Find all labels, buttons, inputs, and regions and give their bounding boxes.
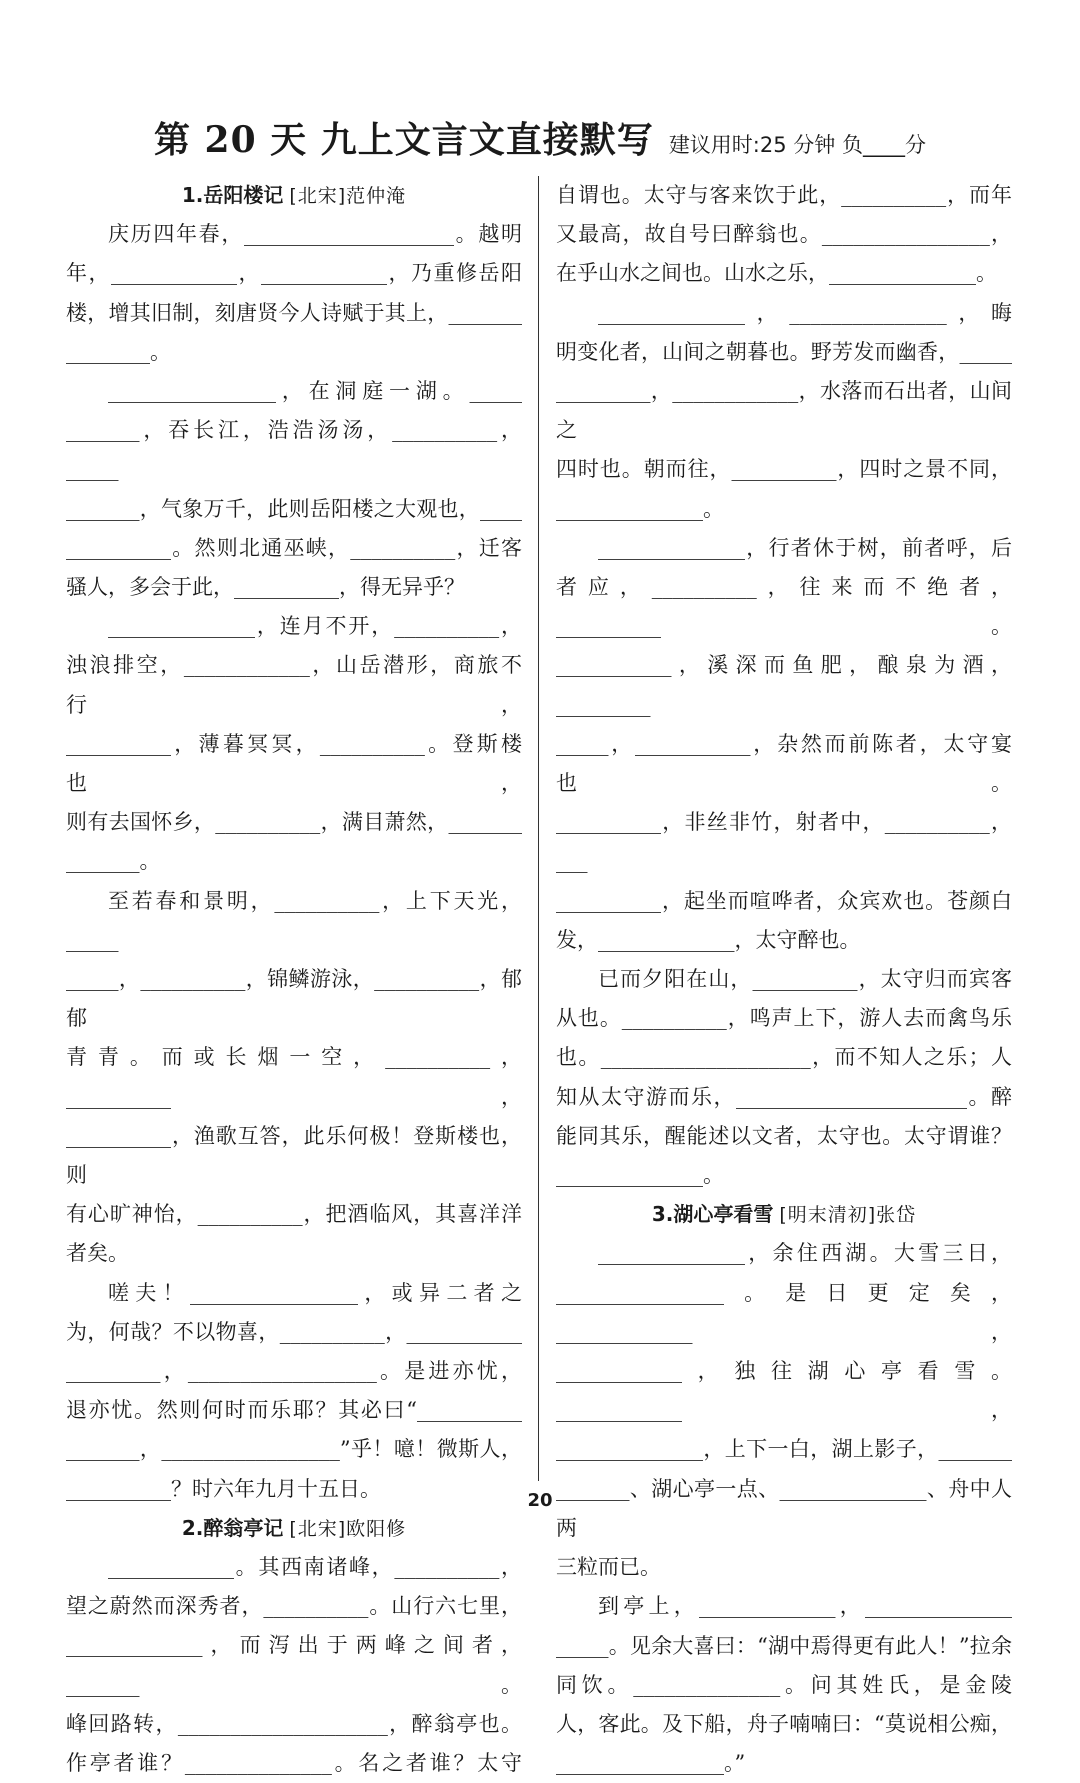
text-line: 者应，__________，往来而不绝者，__________。	[556, 575, 1012, 639]
text-line: ________________。是日更定矣，_____________，	[556, 1280, 1012, 1344]
column-divider	[538, 176, 539, 1481]
text-line: 骚人，多会于此，__________，得无异乎？	[66, 575, 465, 600]
text-line: 至若春和景明，__________，上下天光，_____	[66, 888, 522, 952]
text-line: __________，起坐而喧哗者，众宾欢也。苍颜白	[556, 888, 1012, 913]
text-line: ____________。其西南诸峰，__________，	[108, 1555, 522, 1580]
text-line: _____。见余大喜曰：“湖中焉得更有此人！”拉余	[556, 1633, 1012, 1658]
text-line: 望之蔚然而深秀者，__________。山行六七里，	[66, 1594, 522, 1619]
text-line: __________，渔歌互答，此乐何极！登斯楼也，则	[66, 1123, 522, 1188]
text-line: ______________，连月不开，__________，	[108, 614, 522, 639]
text-line: 者矣。	[66, 1241, 129, 1266]
text-line: 已而夕阳在山，__________，太守归而宾客	[598, 967, 1012, 992]
text-line: __________，薄暮冥冥，__________。登斯楼也，	[66, 731, 522, 796]
text-line: ________________。”	[556, 1751, 746, 1776]
text-line: _________，__________________。是进亦忧，	[66, 1359, 522, 1384]
text-line: ______________，余住西湖。大雪三日，	[598, 1241, 1012, 1266]
text-line: 退亦忧。然则何时而乐耶？其必曰“__________	[66, 1398, 522, 1423]
text-line: __________？时六年九月十五日。	[66, 1476, 381, 1501]
text-line: _______、湖心亭一点、______________、舟中人两	[556, 1476, 1012, 1540]
text-line: 能同其乐，醒能述以文者，太守也。太守谓谁？	[556, 1123, 1012, 1148]
text-line: ______________，行者休于树，前者呼，后	[598, 535, 1012, 560]
text-line: ______________，_______________，晦	[598, 300, 1012, 325]
text-line: 从也。__________，鸣声上下，游人去而禽鸟乐	[556, 1006, 1012, 1031]
text-line: __________。然则北通巫峡，__________，迁客	[66, 535, 522, 560]
text-line: 嗟夫！________________，或异二者之	[108, 1280, 522, 1305]
text-line: 作亭者谁？______________。名之者谁？太守	[66, 1751, 522, 1776]
text-line: ______________。	[556, 1163, 724, 1188]
section-heading-huxinting: 3.湖心亭看雪 [明末清初]张岱	[651, 1202, 917, 1227]
text-line: 庆历四年春，____________________。越明	[108, 222, 522, 247]
title-main: 第 20 天 九上文言文直接默写	[154, 119, 654, 161]
text-line: __________，非丝非竹，射者中，__________，___	[556, 810, 1012, 874]
page-title	[0, 112, 1080, 163]
text-line: 有心旷神怡，__________，把酒临风，其喜洋洋	[66, 1202, 522, 1227]
text-line: _______，气象万千，此则岳阳楼之大观也，____	[66, 496, 522, 521]
left-column	[66, 176, 522, 1783]
text-line: ___________，溪深而鱼肥，酿泉为酒，_________	[556, 653, 1012, 717]
text-line: 知从太守游而乐，______________________。醉	[556, 1084, 1012, 1109]
text-line: _______，_________________”乎！噫！微斯人，	[66, 1437, 522, 1462]
text-line: _____，__________，锦鳞游泳，__________，郁郁	[66, 967, 522, 1031]
text-line: ________。	[66, 339, 171, 364]
text-line: 浊浪排空，____________，山岳潜形，商旅不行，	[66, 653, 522, 717]
text-line: 四时也。朝而往，__________，四时之景不同，	[556, 457, 1012, 482]
text-line: 同饮。______________。问其姓氏，是金陵	[556, 1672, 1012, 1697]
text-line: _______，吞长江，浩浩汤汤，__________，_____	[66, 418, 522, 482]
text-line: 峰回路转，____________________，醉翁亭也。	[66, 1711, 522, 1736]
text-line: _____，___________，杂然而前陈者，太守宴也。	[556, 731, 1012, 796]
text-line: 则有去国怀乡，__________，满目萧然，_______	[66, 810, 522, 835]
title-time-score: 建议用时:25 分钟 负____分	[668, 133, 926, 157]
text-line: 发，_____________，太守醉也。	[556, 927, 861, 952]
section-heading-zuiwengting: 2.醉翁亭记 [北宋]欧阳修	[181, 1515, 407, 1540]
text-line: 自谓也。太守与客来饮于此，__________，而年	[556, 183, 1012, 207]
right-column	[556, 176, 1012, 1783]
text-line: 人，客此。及下船，舟子喃喃曰：“莫说相公痴，	[556, 1711, 1012, 1736]
text-line: 也。____________________，而不知人之乐；人	[556, 1045, 1012, 1070]
text-line: 明变化者，山间之朝暮也。野芳发而幽香，_____	[556, 339, 1012, 364]
text-line: _________，____________，水落而石出者，山间之	[556, 379, 1012, 443]
text-line: ____________，独往湖心亭看雪。____________，	[556, 1359, 1012, 1423]
text-line: ______________，上下一白，湖上影子，_______	[556, 1437, 1012, 1462]
text-line: 青青。而或长烟一空，__________，__________，	[66, 1045, 522, 1109]
text-line: ________________，在洞庭一湖。_____	[108, 379, 522, 403]
text-line: 又最高，故自号曰醉翁也。________________，	[556, 222, 1012, 247]
text-line: 年，____________，____________，乃重修岳阳	[66, 261, 522, 286]
text-line: 到亭上，_____________，______________	[598, 1594, 1012, 1619]
text-line: 三粒而已。	[556, 1555, 661, 1580]
text-line: _______。	[66, 849, 161, 874]
page-number: 20	[527, 1490, 553, 1511]
section-heading-yueyanglou: 1.岳阳楼记 [北宋]范仲淹	[181, 183, 407, 207]
text-line: 在乎山水之间也。山水之乐，______________。	[556, 261, 997, 286]
text-line: _____________，而泻出于两峰之间者，_______。	[66, 1633, 522, 1697]
text-line: ______________。	[556, 496, 724, 521]
text-line: 为，何哉？不以物喜，__________，___________	[66, 1319, 522, 1344]
text-line: 楼，增其旧制，刻唐贤今人诗赋于其上，_______	[66, 300, 522, 325]
